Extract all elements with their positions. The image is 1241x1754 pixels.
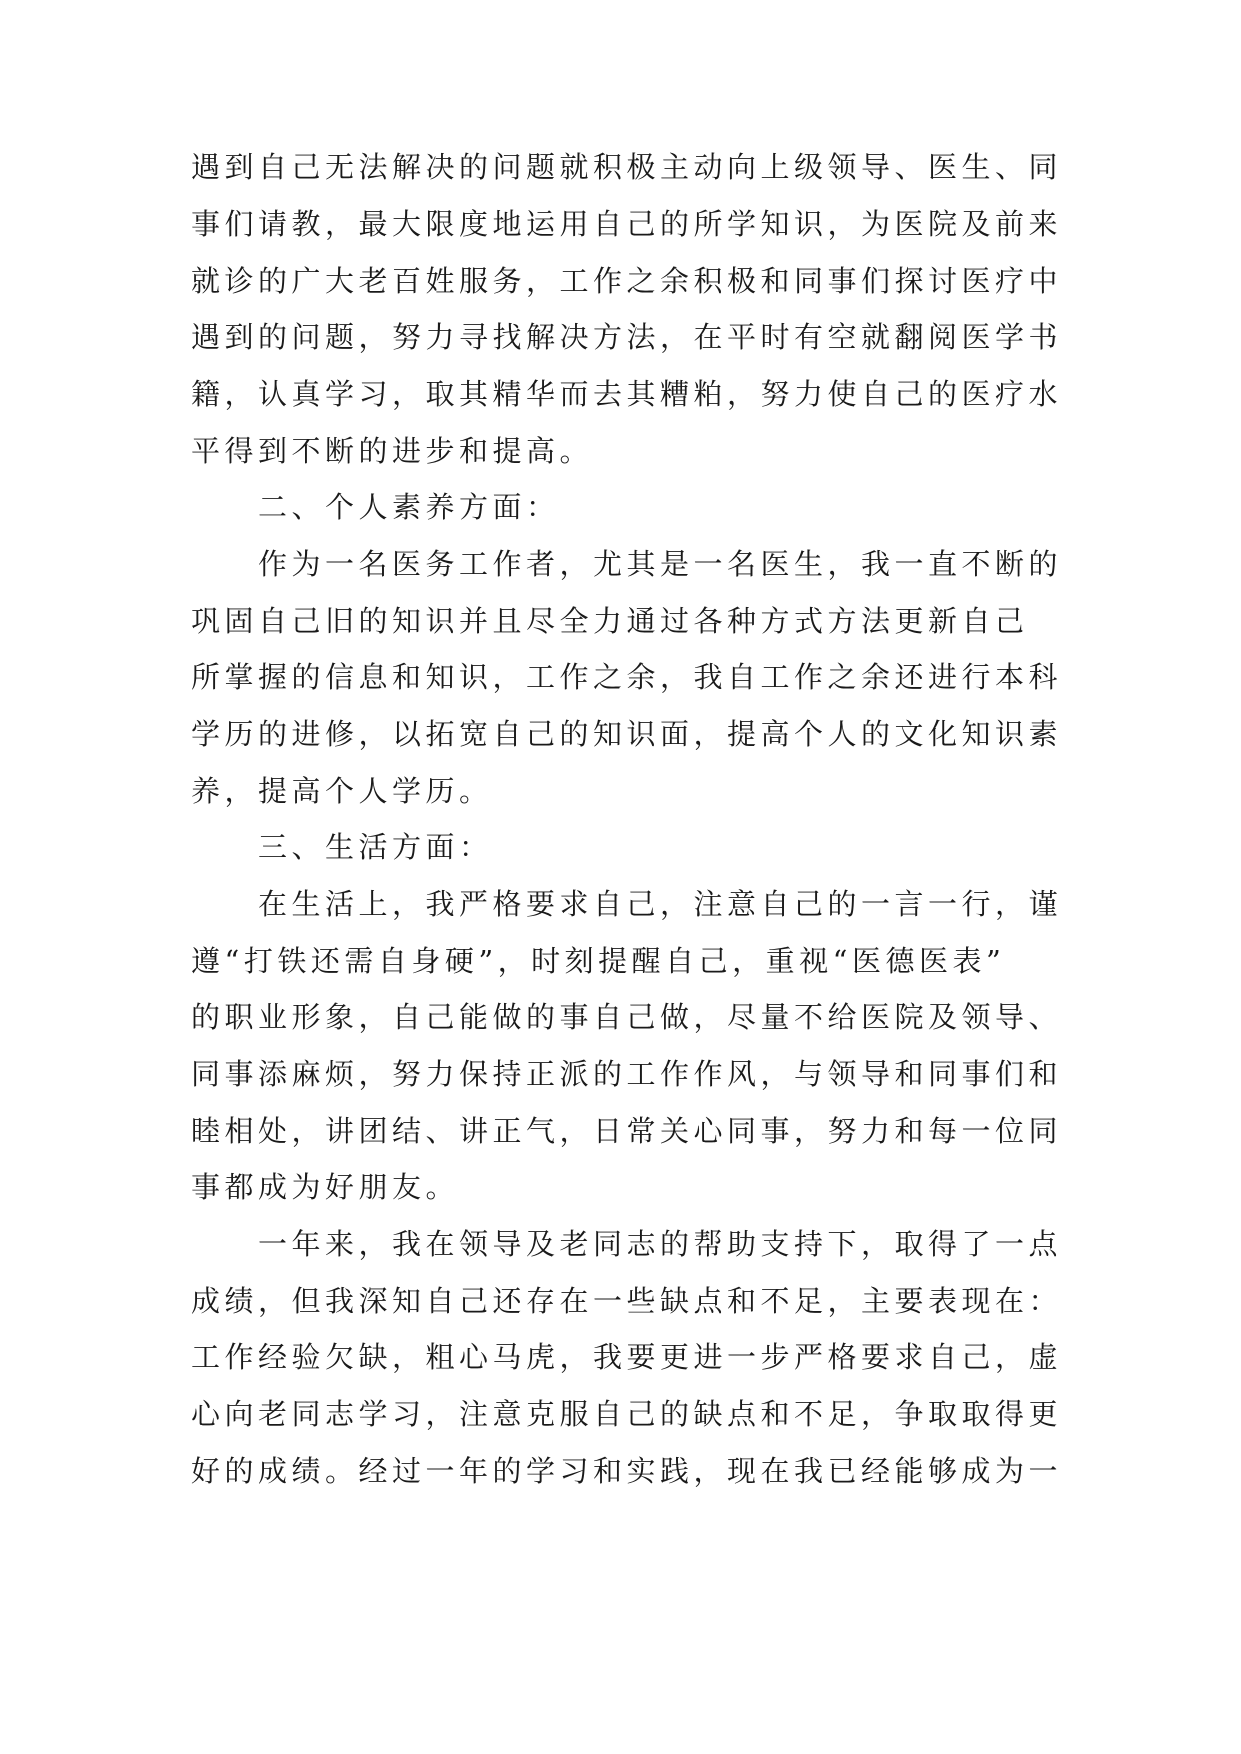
text-line: 心向老同志学习，注意克服自己的缺点和不足，争取取得更 [191,1397,1063,1431]
text-line: 籍，认真学习，取其精华而去其糟粕，努力使自己的医疗水 [191,377,1063,411]
section-heading: 三、生活方面： [258,830,493,864]
text-line: 在生活上，我严格要求自己，注意自己的一言一行，谨 [258,887,1063,921]
section-heading: 二、个人素养方面： [258,490,560,524]
text-line: 遵“打铁还需自身硬”，时刻提醒自己，重视“医德医表” [191,944,1006,978]
text-line: 作为一名医务工作者，尤其是一名医生，我一直不断的 [258,547,1063,581]
text-line: 睦相处，讲团结、讲正气，日常关心同事，努力和每一位同 [191,1114,1063,1148]
text-line: 所掌握的信息和知识，工作之余，我自工作之余还进行本科 [191,660,1063,694]
text-line: 好的成绩。经过一年的学习和实践，现在我已经能够成为一 [191,1454,1063,1488]
text-line: 一年来，我在领导及老同志的帮助支持下，取得了一点 [258,1227,1063,1261]
text-line: 遇到自己无法解决的问题就积极主动向上级领导、医生、同 [191,150,1063,184]
text-line: 巩固自己旧的知识并且尽全力通过各种方式方法更新自己 [191,604,1029,638]
text-line: 遇到的问题，努力寻找解决方法，在平时有空就翻阅医学书 [191,320,1063,354]
text-line: 养，提高个人学历。 [191,774,493,808]
text-line: 学历的进修，以拓宽自己的知识面，提高个人的文化知识素 [191,717,1063,751]
text-line: 的职业形象，自己能做的事自己做，尽量不给医院及领导、 [191,1000,1063,1034]
text-line: 就诊的广大老百姓服务，工作之余积极和同事们探讨医疗中 [191,264,1063,298]
text-line: 事们请教，最大限度地运用自己的所学知识，为医院及前来 [191,207,1063,241]
text-line: 同事添麻烦，努力保持正派的工作作风，与领导和同事们和 [191,1057,1063,1091]
text-line: 成绩，但我深知自己还存在一些缺点和不足，主要表现在： [191,1284,1063,1318]
text-line: 事都成为好朋友。 [191,1170,460,1204]
text-line: 平得到不断的进步和提高。 [191,434,594,468]
text-line: 工作经验欠缺，粗心马虎，我要更进一步严格要求自己，虚 [191,1340,1063,1374]
